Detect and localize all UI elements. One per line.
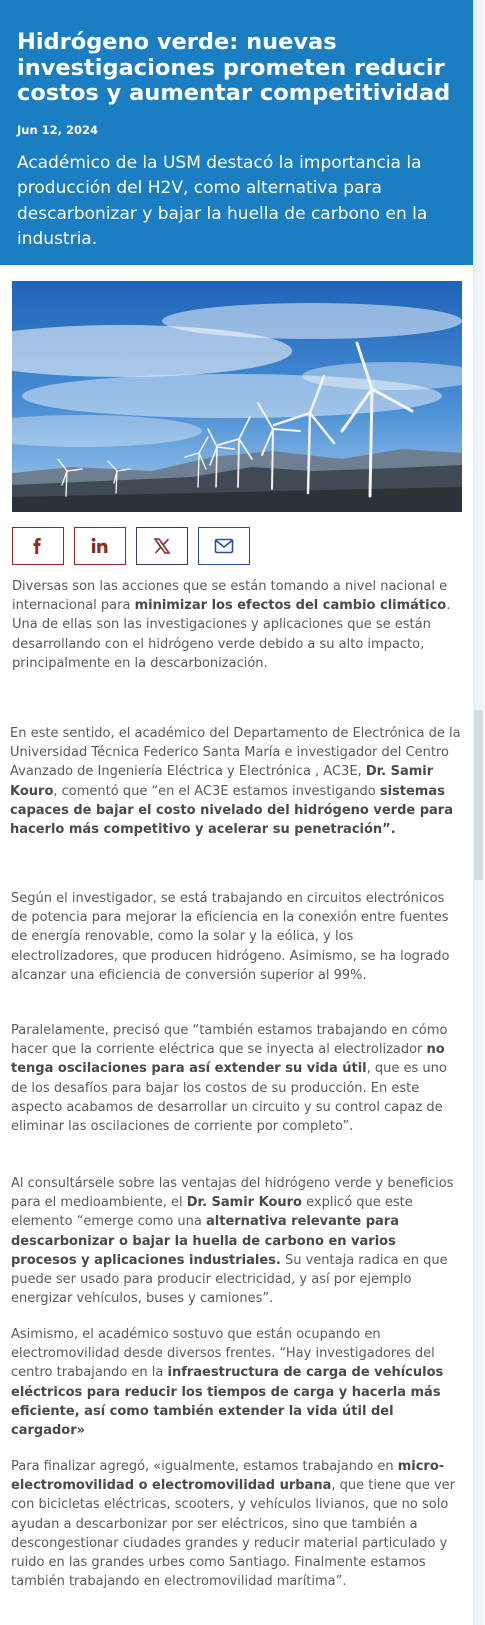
p5-text-end: Su ventaja radica en que puede ser usado para producir electricidad, y así por ejemplo energizar vehículos, buses y camiones”.	[11, 1252, 448, 1307]
p4-bold: no tenga oscilaciones para así extender su vida útil	[11, 1042, 445, 1077]
p6-bold: infraestructura de carga de vehículos eléctricos para reducir los tiempos de carga y hacerla más eficiente, así como también extender la vida útil del cargador»	[11, 1365, 444, 1439]
p5-text: Al consultársele sobre las ventajas del hidrógeno verde y beneficios para el medioambiente, el	[11, 1176, 454, 1211]
article-title: Hidrógeno verde: nuevas investigaciones prometen reducir costos y aumentar competitividad	[17, 29, 451, 106]
p2-bold-quote: sistemas capaces de bajar el costo nivelado del hidrógeno verde para hacerlo más competitivo y acelerar su penetración”.	[10, 783, 453, 838]
p6-text: Asimismo, el académico sostuvo que están ocupando en electromovilidad desde diversos frentes. “Hay investigadores del centro trabajando en la	[11, 1327, 435, 1381]
p1-text: Diversas son las acciones que se están tomando a nivel nacional e internacional para	[12, 579, 448, 614]
scrollbar-thumb[interactable]	[474, 710, 483, 880]
paragraph-6	[11, 1325, 463, 1440]
article-date: Jun 12, 2024	[17, 122, 99, 137]
paragraph-2	[10, 724, 466, 839]
paragraph-5	[11, 1174, 463, 1308]
wind-turbines-image	[12, 281, 462, 512]
p7-bold: micro-electromovilidad o electromovilidad urbana	[11, 1459, 445, 1494]
article-subtitle: Académico de la USM destacó la importancia la producción del H2V, como alternativa para descarbonizar y bajar la huella de carbono en la industria.	[17, 152, 428, 249]
paragraph-7	[11, 1457, 463, 1591]
facebook-icon	[30, 537, 46, 555]
share-bar	[12, 527, 250, 565]
p7-text: Para finalizar agregó, «igualmente, estamos trabajando en	[11, 1459, 398, 1474]
p2-text: En este sentido, el académico del Departamento de Electrónica de la Universidad Técnica Federico Santa María e investigador del Centro Avanzado de Ingeniería Eléctrica y Electrónica , AC3E,	[10, 726, 461, 780]
p4-text: Paralelamente, precisó que “también estamos trabajando en cómo hacer que la corriente eléctrica que se inyecta al electrolizador	[11, 1023, 448, 1058]
p5-text-mid: explicó que este elemento “emerge como una	[11, 1195, 413, 1230]
share-facebook-button[interactable]	[12, 527, 64, 565]
article-header	[0, 0, 473, 265]
p3-text: Según el investigador, se está trabajando en circuitos electrónicos de potencia para mejorar la eficiencia en la conexión entre fuentes de energía renovable, como la solar y la eólica, y los electrolizadores, que producen hidrógeno. Asimismo, se ha logrado alcanzar una eficiencia de conversión superior al 99%.	[11, 891, 450, 983]
p1-text-end: . Una de ellas son las investigaciones y aplicaciones que se están desarrollando con el hidrógeno verde debido a su alto impacto, principalmente en la descarbonización.	[12, 598, 451, 671]
paragraph-4	[11, 1021, 463, 1136]
p7-text-end: , que tiene que ver con bicicletas eléctricas, scooters, y vehículos livianos, que no solo ayudan a descarbonizar por ser eléctricos, sino que también a descongestionar ciudades grandes y reducir material particulado y ruido en las grandes urbes como Santiago. Finalmente estamos también trabajando en electromovilidad marítima”.	[11, 1478, 456, 1590]
article-photo	[12, 281, 462, 512]
mail-icon	[214, 538, 234, 554]
p5-bold-name: Dr. Samir Kouro	[186, 1195, 302, 1211]
paragraph-3	[11, 889, 463, 985]
p4-text-end: , que es uno de los desafíos para bajar los costos de su producción. En este aspecto acabamos de desarrollar un circuito y su control capaz de eliminar las oscilaciones de corriente por completo”.	[11, 1061, 447, 1135]
linkedin-icon	[90, 537, 110, 555]
share-email-button[interactable]	[198, 527, 250, 565]
paragraph-1	[12, 577, 464, 673]
share-linkedin-button[interactable]	[74, 527, 126, 565]
share-x-button[interactable]	[136, 527, 188, 565]
p5-bold-quote: alternativa relevante para descarbonizar o bajar la huella de carbono en varios procesos y aplicaciones industriales.	[11, 1214, 399, 1268]
p2-bold-name: Dr. Samir Kouro	[10, 764, 434, 799]
p1-bold: minimizar los efectos del cambio climático	[134, 598, 447, 614]
x-icon	[153, 537, 171, 555]
p2-text-mid: , comentó que “en el AC3E estamos investigando	[53, 783, 380, 799]
